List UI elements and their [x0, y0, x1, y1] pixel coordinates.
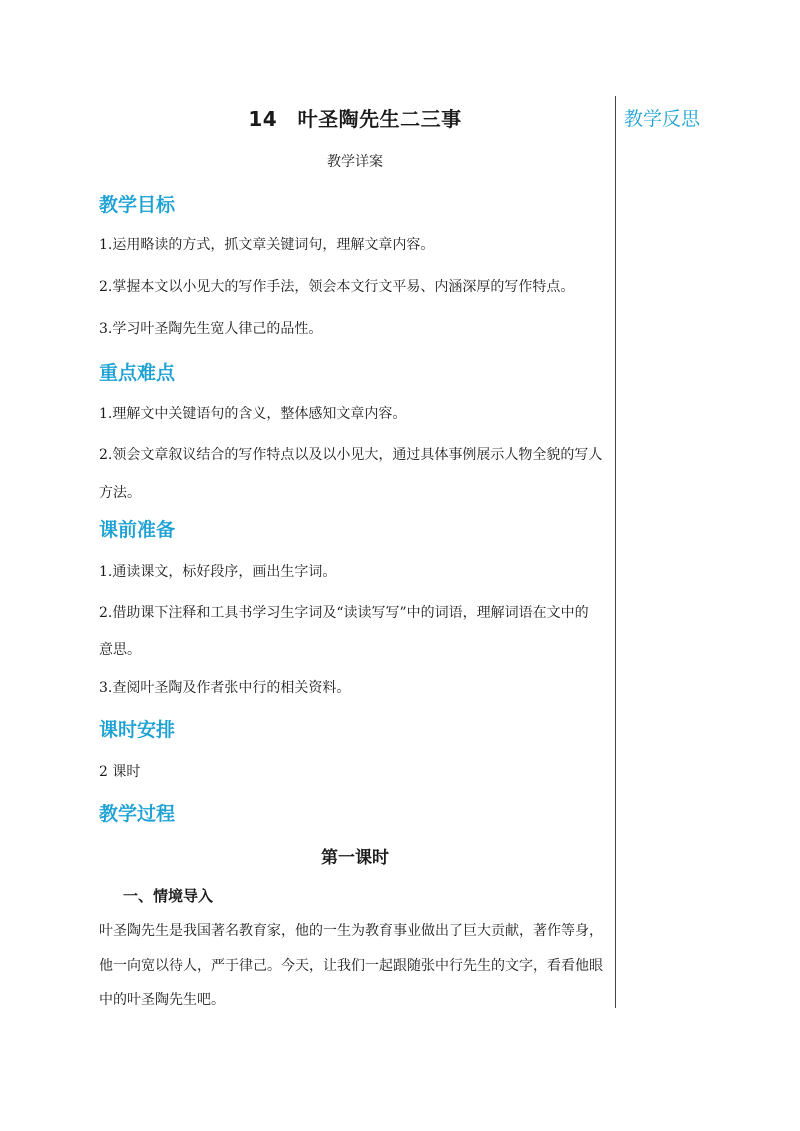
column-divider-line — [615, 96, 616, 1008]
process-sub-heading: 一、情境导入 — [123, 887, 214, 905]
section-heading-key-points: 重点难点 — [99, 362, 176, 384]
document-title: 14 叶圣陶先生二三事 — [248, 107, 462, 131]
teaching-reflection-heading: 教学反思 — [624, 108, 701, 130]
goal-item: 3.学习叶圣陶先生宽人律己的品性。 — [99, 321, 323, 337]
section-heading-schedule: 课时安排 — [99, 719, 176, 741]
section-heading-preparation: 课前准备 — [99, 519, 176, 541]
goal-item: 2.掌握本文以小见大的写作手法，领会本文行文平易、内涵深厚的写作特点。 — [99, 279, 575, 295]
preparation-item: 1.通读课文，标好段序，画出生字词。 — [99, 564, 337, 580]
key-point-item: 2.领会文章叙议结合的写作特点以及以小见大，通过具体事例展示人物全貌的写人 — [99, 447, 603, 463]
preparation-item: 2.借助课下注释和工具书学习生字词及“读读写写”中的词语，理解词语在文中的 — [99, 605, 589, 621]
process-paragraph-line: 中的叶圣陶先生吧。 — [99, 992, 225, 1008]
key-point-item: 1.理解文中关键语句的含义，整体感知文章内容。 — [99, 406, 407, 422]
schedule-text: 2 课时 — [99, 764, 141, 780]
process-paragraph-line: 叶圣陶先生是我国著名教育家，他的一生为教育事业做出了巨大贡献，著作等身， — [99, 923, 603, 939]
document-subtitle: 教学详案 — [327, 154, 383, 170]
section-heading-goals: 教学目标 — [99, 194, 176, 216]
key-point-item-continued: 方法。 — [99, 485, 141, 501]
goal-item: 1.运用略读的方式，抓文章关键词句，理解文章内容。 — [99, 237, 435, 253]
process-paragraph-line: 他一向宽以待人，严于律己。今天，让我们一起跟随张中行先生的文字，看看他眼 — [99, 958, 603, 974]
preparation-item-continued: 意思。 — [99, 642, 141, 658]
preparation-item: 3.查阅叶圣陶及作者张中行的相关资料。 — [99, 680, 351, 696]
section-heading-process: 教学过程 — [99, 803, 176, 825]
lesson-title: 第一课时 — [321, 848, 389, 868]
